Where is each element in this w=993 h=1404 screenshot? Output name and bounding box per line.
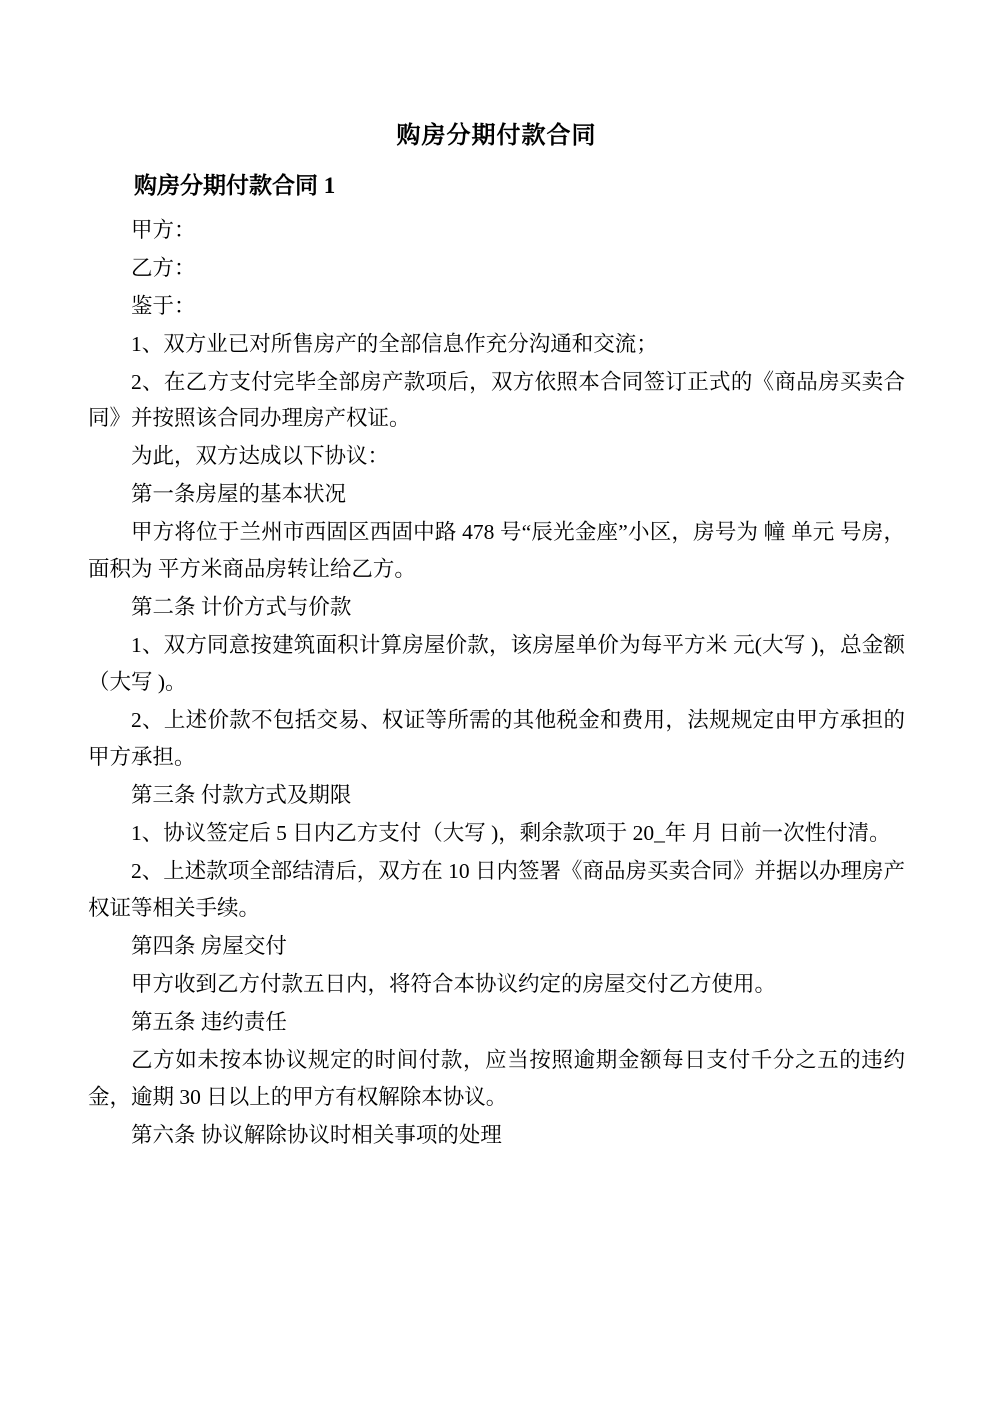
clause-1-body: 甲方将位于兰州市西固区西固中路 478 号“辰光金座”小区，房号为 幢 单元 号房，面积为 平方米商品房转让给乙方。 — [88, 520, 905, 582]
paragraph-whereas: 鉴于： — [131, 293, 196, 318]
clause-6-heading: 第六条 协议解除协议时相关事项的处理 — [131, 1122, 502, 1147]
clause-3-item-1: 1、协议签定后 5 日内乙方支付（大写 )，剩余款项于 20_年 月 日前一次性付清。 — [131, 821, 891, 846]
document-subtitle: 购房分期付款合同 1 — [134, 173, 336, 198]
clause-4-body: 甲方收到乙方付款五日内，将符合本协议约定的房屋交付乙方使用。 — [131, 972, 777, 997]
clause-2-heading: 第二条 计价方式与价款 — [131, 595, 352, 620]
paragraph-party-a: 甲方： — [131, 217, 196, 242]
paragraph-whereas-item-2: 2、在乙方支付完毕全部房产款项后，双方依照本合同签订正式的《商品房买卖合同》并按照该合同办理房产权证。 — [88, 369, 905, 431]
clause-3-heading: 第三条 付款方式及期限 — [131, 783, 352, 808]
clause-2-item-1: 1、双方同意按建筑面积计算房屋价款，该房屋单价为每平方米 元(大写 )，总金额（大写 )。 — [88, 633, 905, 695]
clause-1-heading: 第一条房屋的基本状况 — [131, 482, 347, 507]
clause-2-item-2: 2、上述价款不包括交易、权证等所需的其他税金和费用，法规规定由甲方承担的甲方承担。 — [88, 708, 905, 770]
paragraph-whereas-item-1: 1、双方业已对所售房产的全部信息作充分沟通和交流； — [131, 331, 658, 356]
clause-3-item-2: 2、上述款项全部结清后，双方在 10 日内签署《商品房买卖合同》并据以办理房产权证等相关手续。 — [88, 859, 906, 921]
clause-4-heading: 第四条 房屋交付 — [131, 934, 287, 959]
clause-5-heading: 第五条 违约责任 — [131, 1009, 287, 1034]
paragraph-agreement-intro: 为此，双方达成以下协议： — [131, 444, 390, 469]
page-title: 购房分期付款合同 — [396, 123, 597, 149]
paragraph-party-b: 乙方： — [131, 255, 196, 280]
clause-5-body: 乙方如未按本协议规定的时间付款，应当按照逾期金额每日支付千分之五的违约金，逾期 30 日以上的甲方有权解除本协议。 — [88, 1047, 905, 1109]
